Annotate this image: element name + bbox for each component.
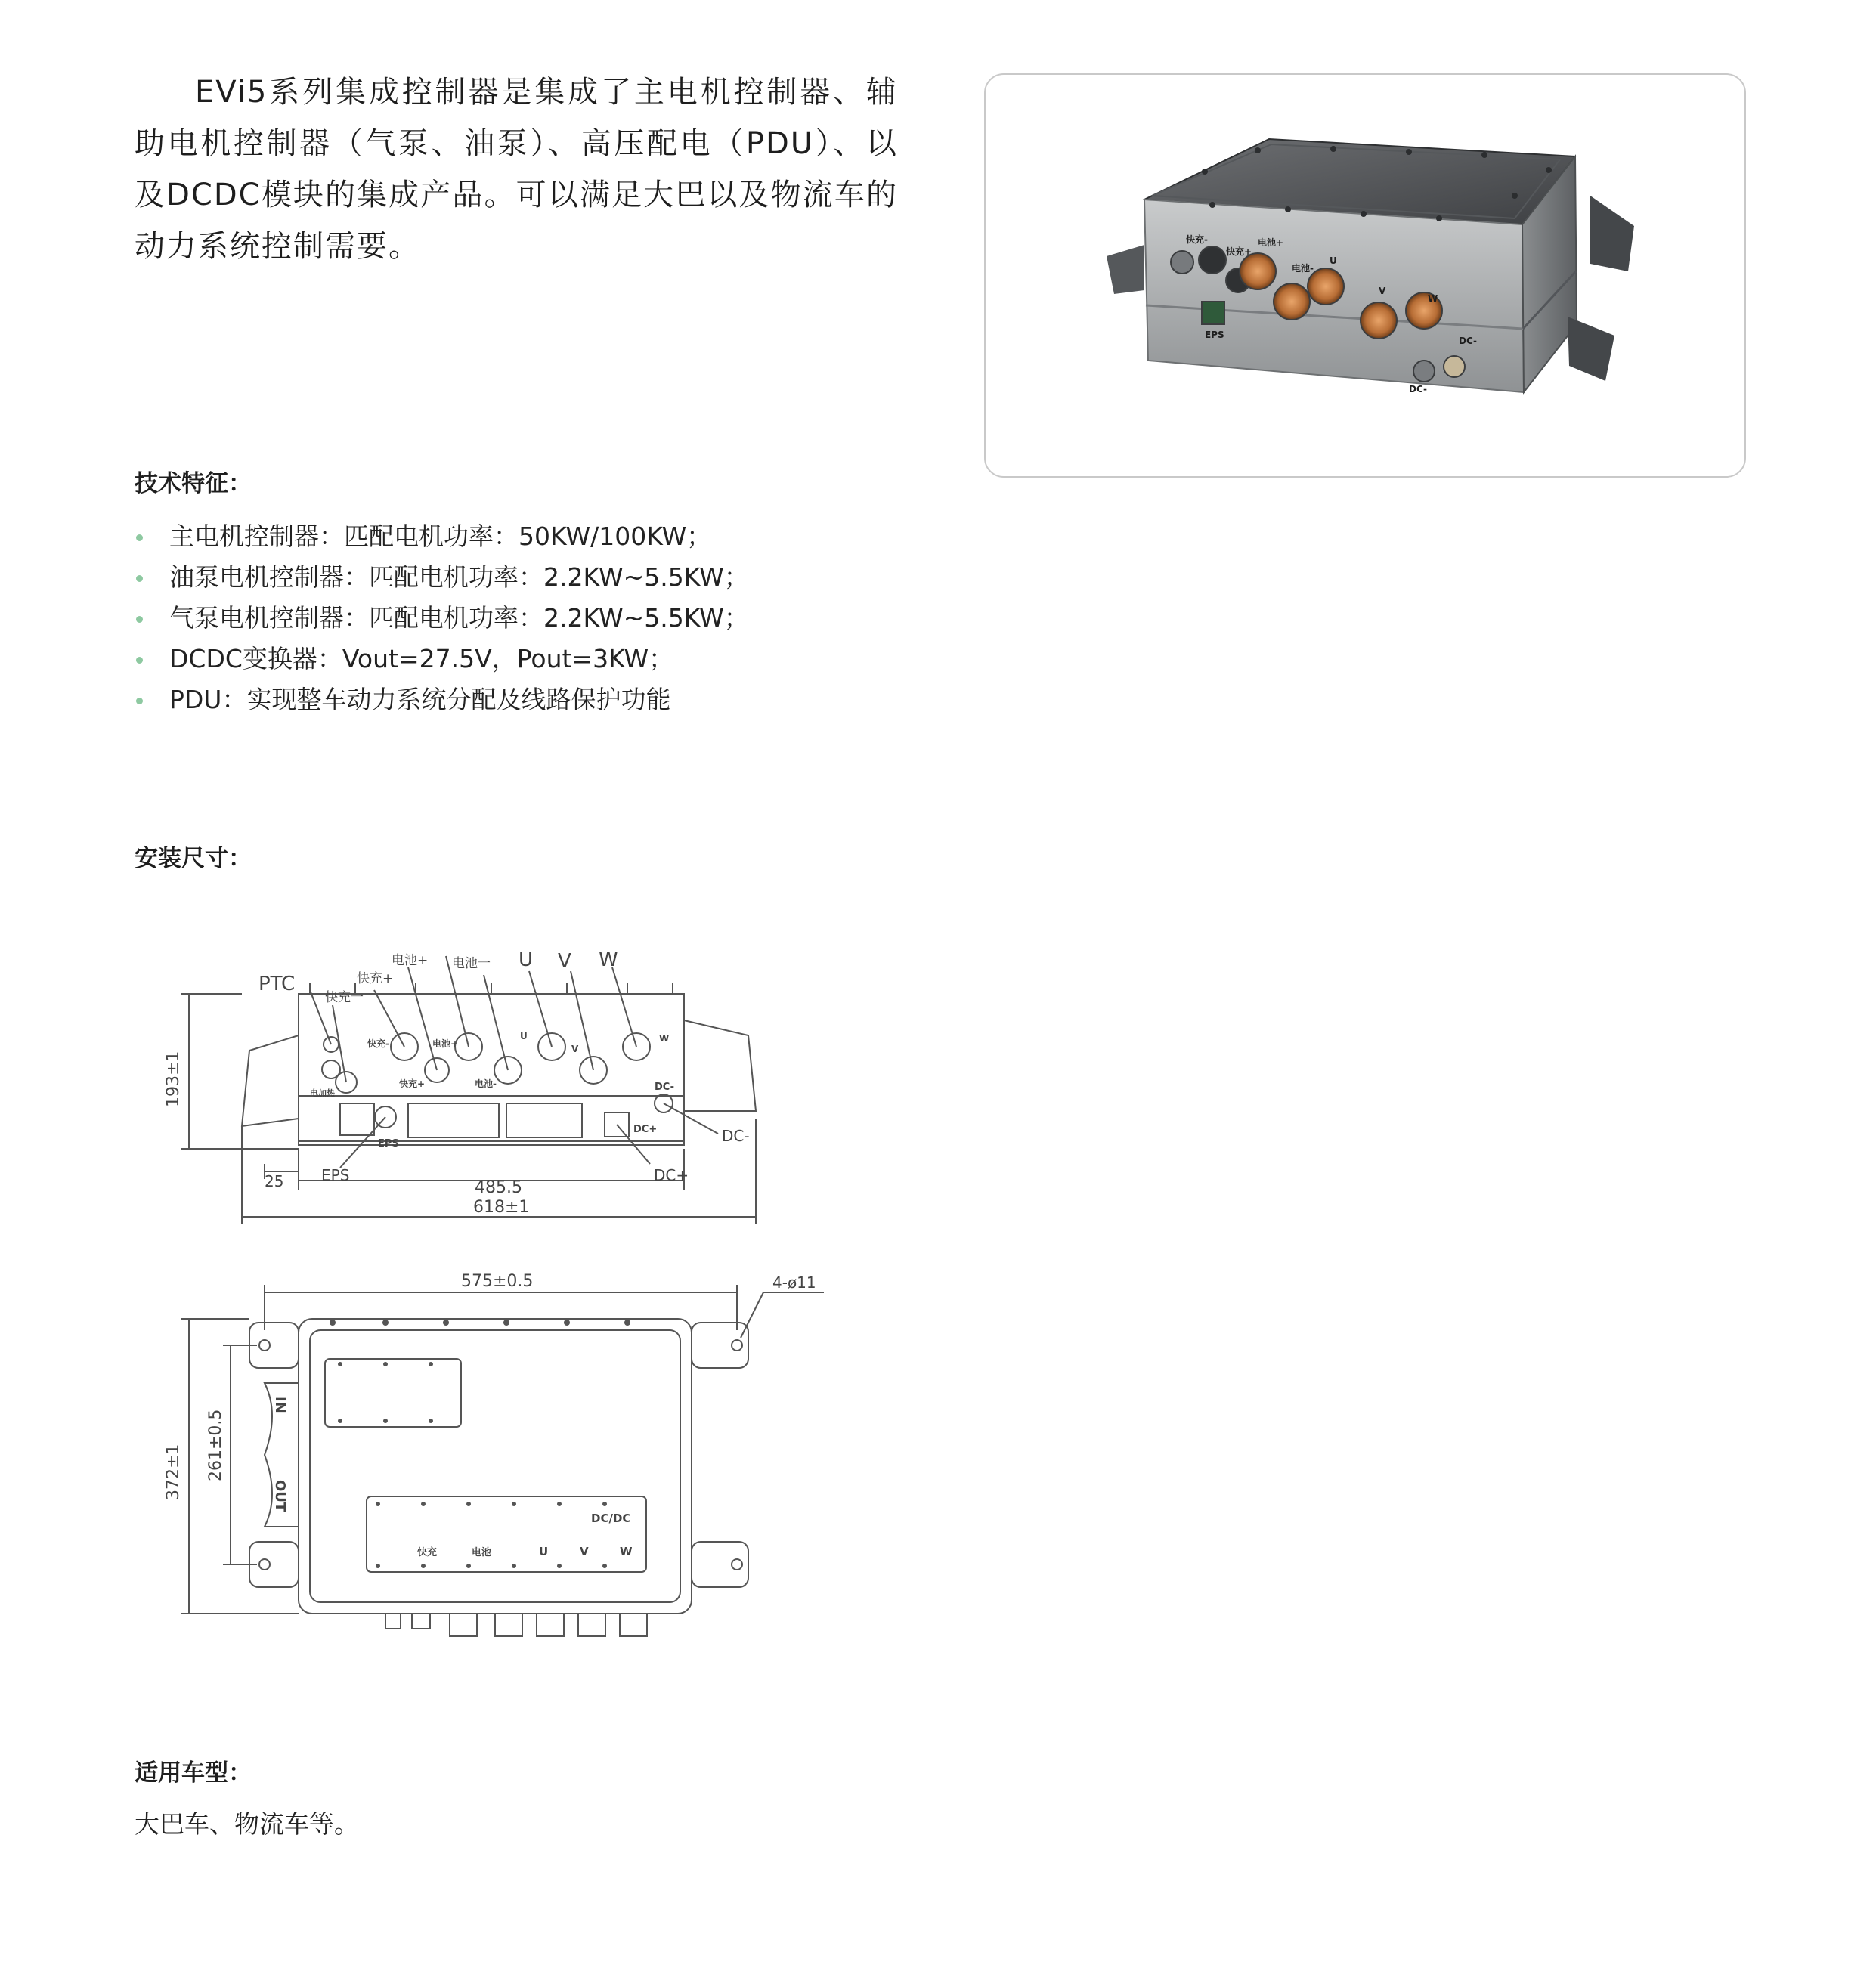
callout-dc-minus: DC- <box>722 1127 750 1145</box>
label-fast-plus: 快充+ <box>357 971 394 986</box>
panel-dc-plus: DC+ <box>633 1124 658 1135</box>
label-u: U <box>519 948 534 971</box>
photo-label-dc-minus-2: DC- <box>1409 384 1428 395</box>
feature-text: 主电机控制器：匹配电机功率：50KW/100KW； <box>169 521 712 551</box>
photo-label-u: U <box>1330 255 1337 266</box>
photo-label-fast-plus: 快充+ <box>1226 246 1252 257</box>
panel-battery-plus: 电池+ <box>432 1038 459 1049</box>
install-dimensions-heading: 安装尺寸： <box>135 845 252 872</box>
label-w: W <box>599 948 618 971</box>
front-view-body <box>299 994 684 1145</box>
panel-eps: EPS <box>378 1138 399 1150</box>
feature-item <box>135 639 749 679</box>
photo-label-battery-plus: 电池+ <box>1258 237 1284 248</box>
label-out: OUT <box>272 1480 288 1512</box>
bullet-dot <box>136 616 143 623</box>
panel-u: U <box>520 1031 528 1041</box>
panel-w: W <box>659 1033 670 1044</box>
top-view-body <box>299 1319 692 1614</box>
vehicles-text: 大巴车、物流车等。 <box>135 1809 359 1839</box>
panel-fast-plus: 快充+ <box>399 1078 426 1089</box>
bullet-dot <box>136 575 143 582</box>
panel-fast-minus: 快充- <box>367 1038 389 1049</box>
label-top-v: V <box>580 1545 589 1558</box>
label-in: IN <box>272 1397 288 1413</box>
feature-item <box>135 516 749 557</box>
dim-overall-depth: 372±1 <box>164 1444 183 1500</box>
feature-text: PDU：实现整车动力系统分配及线路保护功能 <box>169 685 671 714</box>
controller-product-image <box>986 75 1744 476</box>
callout-dc-plus: DC+ <box>654 1166 689 1184</box>
label-ptc: PTC <box>258 973 296 995</box>
callout-eps: EPS <box>321 1166 350 1184</box>
photo-label-v: V <box>1379 286 1386 296</box>
dim-holes: 4-ø11 <box>772 1273 816 1292</box>
label-fast: 快充 <box>417 1547 438 1558</box>
label-top-u: U <box>539 1545 549 1558</box>
panel-v: V <box>571 1044 579 1054</box>
product-photo-frame <box>984 73 1746 478</box>
installation-drawing <box>159 922 839 1648</box>
feature-text: 油泵电机控制器：匹配电机功率：2.2KW~5.5KW； <box>169 562 749 592</box>
dim-hole-depth: 261±0.5 <box>206 1409 225 1481</box>
tech-features-list <box>135 516 749 720</box>
dim-offset: 25 <box>265 1172 284 1190</box>
panel-heater: 电加热 <box>310 1088 335 1098</box>
feature-item <box>135 598 749 639</box>
photo-label-fast-minus: 快充- <box>1186 234 1208 245</box>
bullet-dot <box>136 698 143 704</box>
bullet-dot <box>136 657 143 664</box>
panel-dc-minus: DC- <box>655 1082 675 1093</box>
label-top-w: W <box>620 1545 633 1558</box>
photo-label-w: W <box>1428 293 1438 304</box>
feature-text: DCDC变换器：Vout=27.5V，Pout=3KW； <box>169 644 674 673</box>
feature-text: 气泵电机控制器：匹配电机功率：2.2KW~5.5KW； <box>169 603 749 633</box>
label-battery: 电池 <box>472 1547 492 1558</box>
label-battery-plus: 电池+ <box>392 953 429 968</box>
dim-hole-pitch: 575±0.5 <box>461 1272 534 1291</box>
label-v: V <box>558 950 571 973</box>
label-fast-minus: 快充一 <box>325 990 364 1005</box>
bullet-dot <box>136 534 143 541</box>
photo-label-dc-minus: DC- <box>1459 336 1478 346</box>
vehicles-heading: 适用车型： <box>135 1759 252 1787</box>
panel-battery-minus: 电池- <box>475 1078 497 1089</box>
label-battery-minus: 电池一 <box>452 956 491 971</box>
photo-label-eps: EPS <box>1205 330 1224 340</box>
label-dcdc: DC/DC <box>591 1512 631 1525</box>
feature-item <box>135 679 749 720</box>
photo-label-battery-minus: 电池- <box>1292 263 1314 274</box>
dim-inner-width: 485.5 <box>475 1178 522 1197</box>
dim-height: 193±1 <box>164 1051 183 1107</box>
dim-overall-width: 618±1 <box>473 1198 530 1217</box>
intro-paragraph: EVi5系列集成控制器是集成了主电机控制器、辅助电机控制器（气泵、油泵）、高压配电（PDU）、以及DCDC模块的集成产品。可以满足大巴以及物流车的动力系统控制需要。 <box>135 75 898 264</box>
feature-item <box>135 557 749 598</box>
tech-features-heading: 技术特征： <box>135 470 252 497</box>
